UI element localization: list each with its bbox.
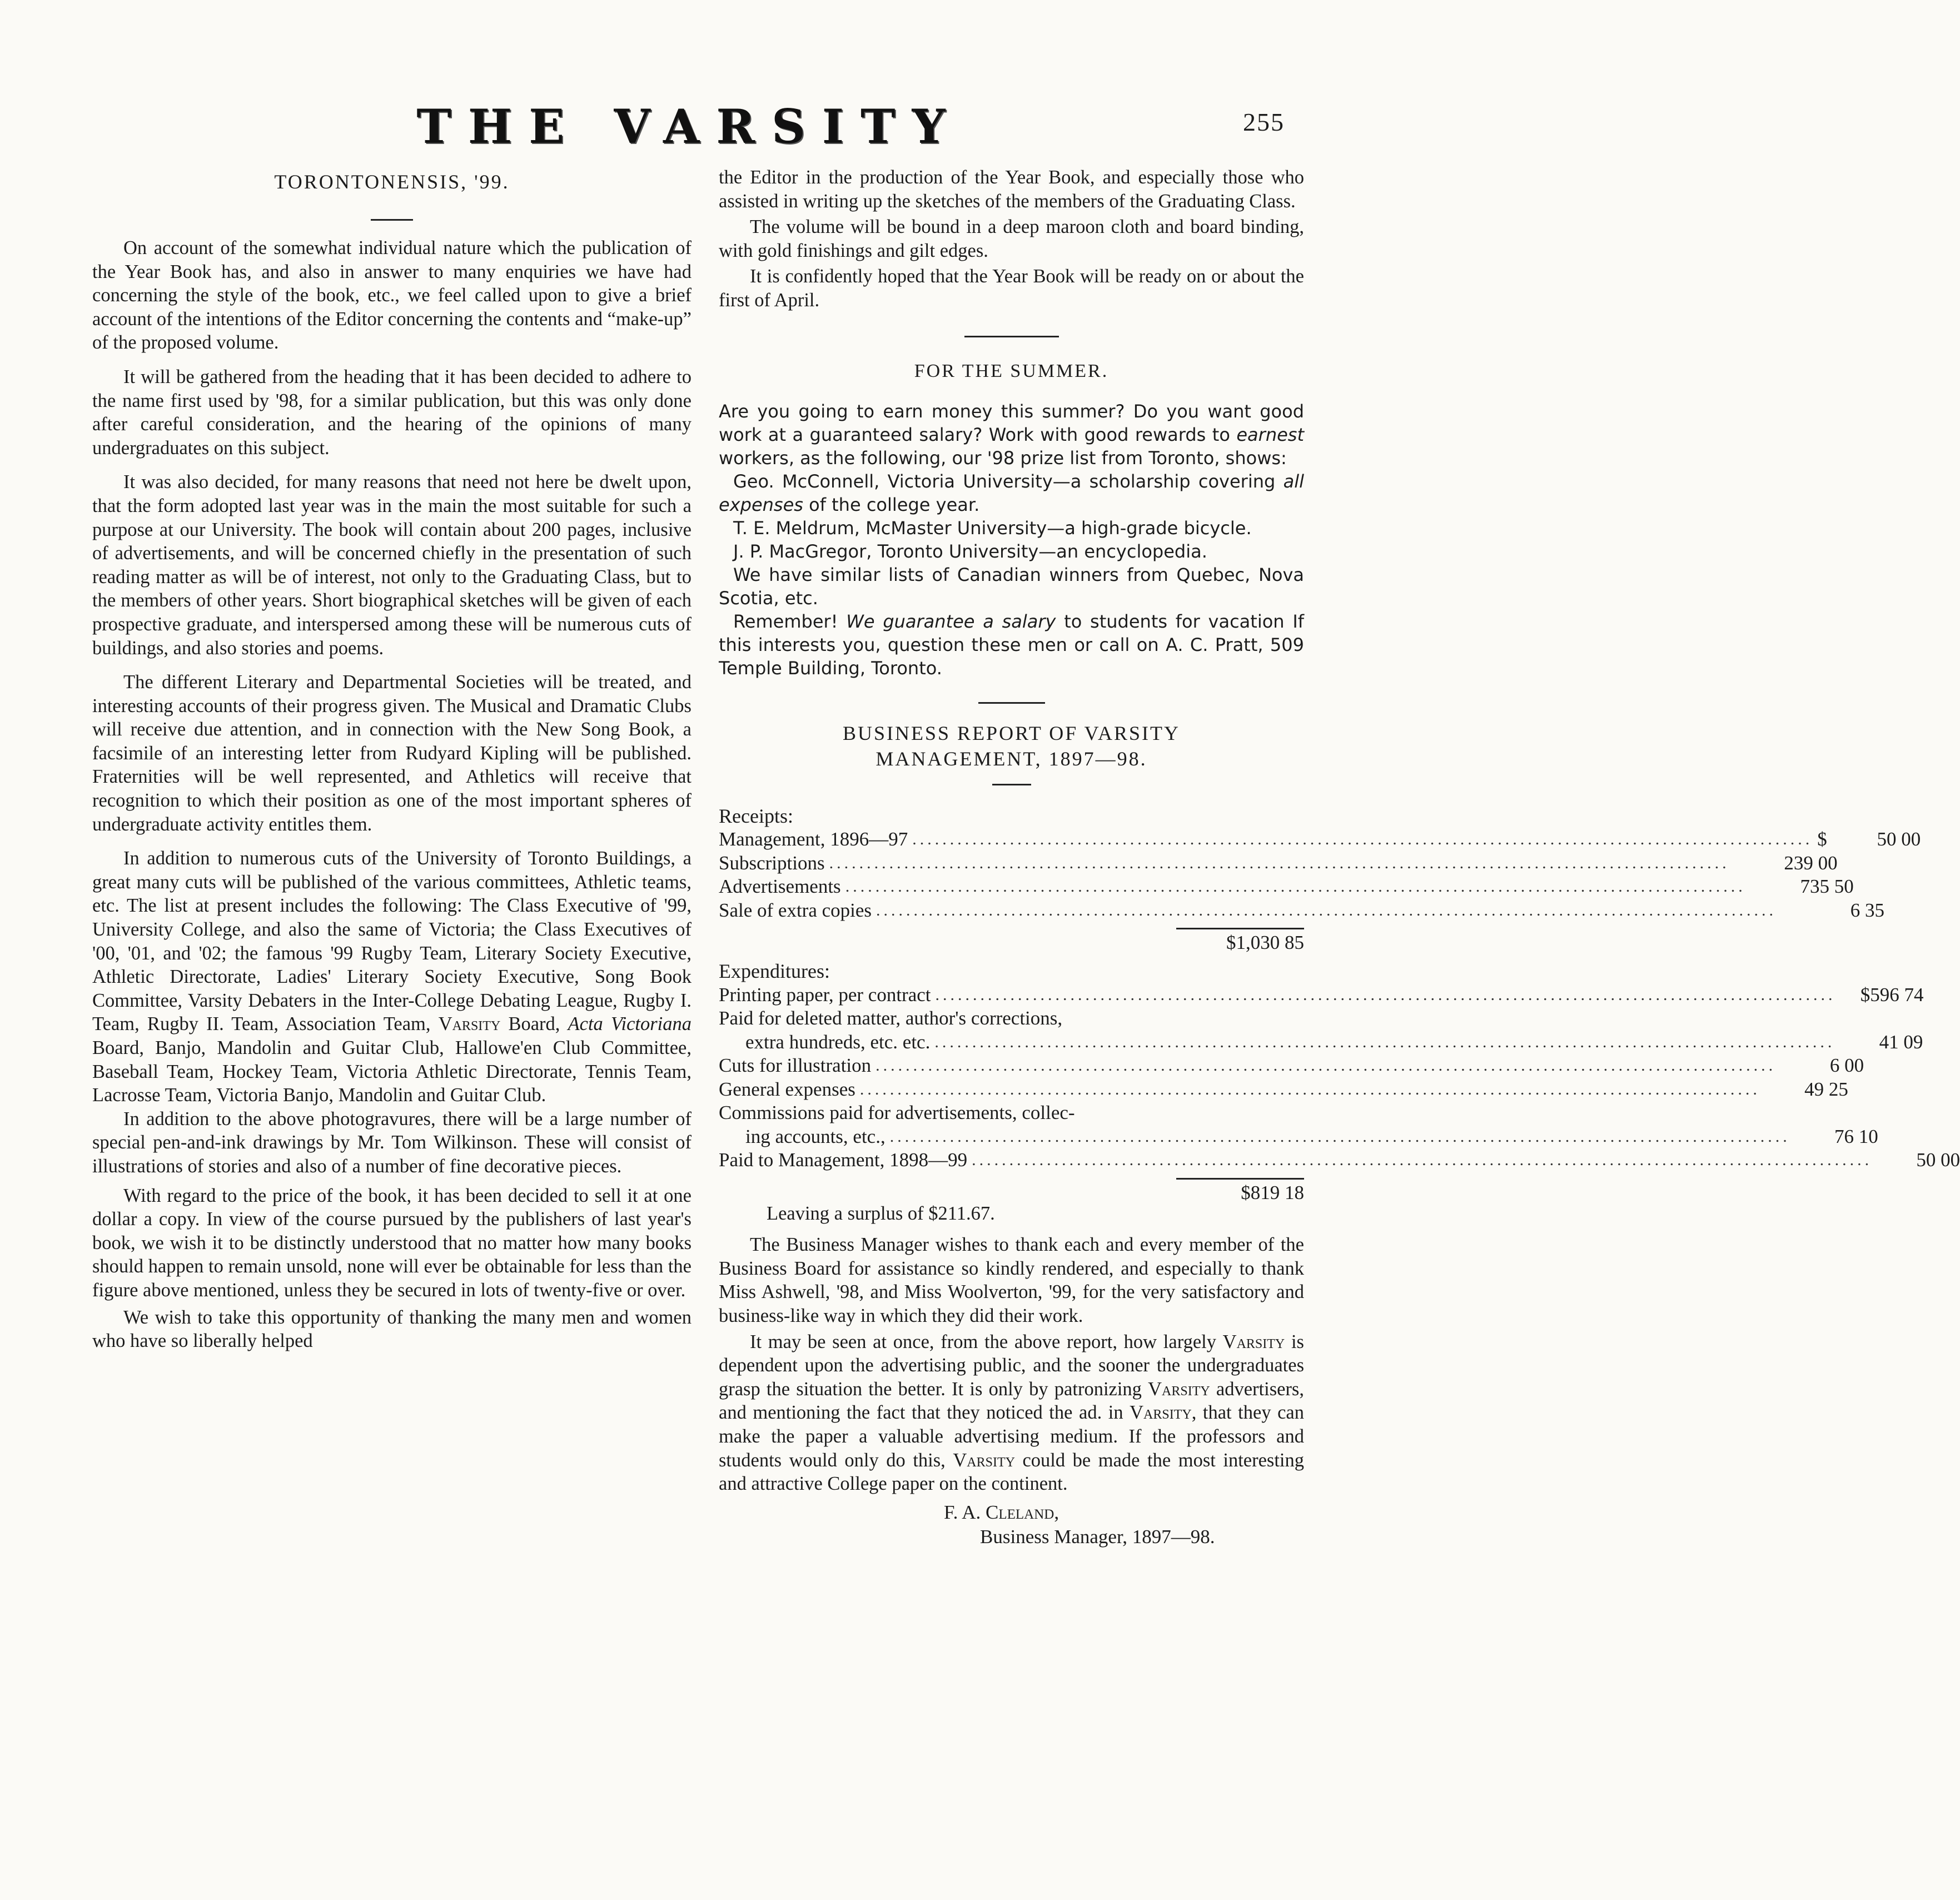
heading-rule bbox=[992, 784, 1031, 785]
similar-lists: We have similar lists of Canadian winners from Quebec, Nova Scotia, etc. bbox=[719, 564, 1304, 609]
ledger-row bbox=[719, 875, 1854, 899]
text-span: It may be seen at once, from the above report, how largely bbox=[750, 1331, 1223, 1352]
ledger-amount: 6 00 bbox=[1829, 1055, 1864, 1077]
text-span: workers, as the following, our '98 prize list from Toronto, shows: bbox=[719, 447, 1287, 469]
receipts-label: Receipts: bbox=[719, 804, 793, 827]
advertising-paragraph bbox=[719, 1330, 1304, 1496]
paragraph: In addition to the above photogravures, there will be a large number of special pen-and-ink drawings by Mr. Tom Wilkinson. These will consist of illustrations of stories and also of a number of fine decorative pieces. bbox=[92, 1108, 692, 1177]
leader-dots: ........................................................................................................................ bbox=[876, 901, 1777, 919]
ledger-label: Management, 1896—97 bbox=[719, 828, 908, 850]
continuation-paragraph: the Editor in the production of the Year Book, and especially those who assisted in writing up the sketches of the members of the Graduating Class. bbox=[719, 167, 1304, 212]
torontonensis-heading: TORONTONENSIS, '99. bbox=[274, 171, 510, 193]
ledger-label: Paid to Management, 1898—99 bbox=[719, 1149, 968, 1171]
leader-dots: ........................................................................................................................ bbox=[934, 1032, 1835, 1051]
ledger-label: Commissions paid for advertisements, collec- bbox=[719, 1102, 1075, 1124]
leader-dots: ........................................................................................................................ bbox=[935, 985, 1836, 1004]
masthead bbox=[0, 99, 1447, 160]
winner-item: J. P. MacGregor, Toronto University—an encyclopedia. bbox=[733, 540, 1207, 562]
leader-dots: ........................................................................................................................ bbox=[829, 853, 1730, 872]
surplus-line: Leaving a surplus of $211.67. bbox=[767, 1202, 995, 1224]
ledger-label: Sale of extra copies bbox=[719, 899, 872, 921]
text-span: In addition to numerous cuts of the University of Toronto Buildings, a great many cuts will be published of the various committees, Athletic teams, etc. The list at present includes the following: The Class Executive of '99, University College, and also the same of Victoria; the Class Executives of '00, '01, and '02; the famous '99 Rugby Team, Literary Society Executive, Athletic Directorate, Ladies' Literary Society Executive, Song Book Committee, Varsity Debaters in the Inter-College Debating League, Rugby I. Team, Rugby II. Team, Association Team, bbox=[92, 848, 692, 1035]
signature-name: F. A. Cleland, bbox=[944, 1501, 1059, 1523]
ledger-row bbox=[719, 1031, 1923, 1055]
receipts-total: $1,030 85 bbox=[1226, 932, 1304, 954]
thanks-paragraph: The Business Manager wishes to thank each and every member of the Business Board for assistance so kindly rendered, and especially to thank Miss Ashwell, '98, and Miss Woolverton, '99, for the very satisfactory and business-like way in which they did their work. bbox=[719, 1234, 1304, 1326]
ledger-row bbox=[719, 1101, 1304, 1125]
acta-victoriana-name: Acta Victoriana bbox=[568, 1013, 692, 1035]
text-span: , that they can make the paper a valuable advertising medium. If the professors and students would only do this, bbox=[719, 1402, 1304, 1471]
dollar-sign: $ bbox=[1817, 828, 1827, 850]
business-heading: BUSINESS REPORT OF VARSITY bbox=[843, 722, 1180, 744]
text-span: of the college year. bbox=[803, 494, 980, 515]
expenditures-list bbox=[719, 983, 1960, 1172]
paragraph: On account of the somewhat individual nature which the publication of the Year Book has, and also in answer to many enquiries we have had concerning the style of the book, etc., we feel called upon to give a brief account of the intentions of the Editor concerning the contents and “make-up” of the proposed volume. bbox=[92, 237, 692, 354]
ledger-row bbox=[719, 1007, 1304, 1031]
expenditures-label: Expenditures: bbox=[719, 960, 830, 983]
leader-dots: ........................................................................................................................ bbox=[912, 830, 1813, 849]
emphasis: all expenses bbox=[719, 470, 1304, 515]
emphasis: We guarantee a salary bbox=[846, 610, 1056, 632]
ledger-row bbox=[719, 1078, 1848, 1102]
text-span: Board, bbox=[500, 1013, 568, 1035]
heading-rule bbox=[371, 219, 413, 221]
ledger-row bbox=[719, 828, 1921, 852]
leader-dots: ........................................................................................................................ bbox=[845, 877, 1746, 896]
emphasis: earnest bbox=[1236, 424, 1304, 445]
ledger-row bbox=[719, 899, 1885, 923]
ledger-label: Advertisements bbox=[719, 876, 841, 898]
remember-note bbox=[719, 610, 1304, 680]
right-column bbox=[719, 166, 1960, 1549]
ledger-label: extra hundreds, etc. etc. bbox=[745, 1031, 931, 1053]
summer-heading: FOR THE SUMMER. bbox=[914, 360, 1109, 381]
signature-title: Business Manager, 1897—98. bbox=[980, 1525, 1215, 1548]
ledger-amount: 239 00 bbox=[1784, 852, 1838, 874]
text-span: is dependent upon the advertising public, and the sooner the undergraduates grasp the situation the better. It is only by patronizing bbox=[719, 1331, 1304, 1400]
business-heading-line2: MANAGEMENT, 1897—98. bbox=[875, 747, 1147, 770]
left-column bbox=[92, 166, 692, 1353]
ledger-row bbox=[719, 1054, 1864, 1078]
varsity-name: Varsity bbox=[438, 1013, 501, 1035]
varsity-name: Varsity bbox=[1130, 1402, 1192, 1424]
ledger-amount: 76 10 bbox=[1834, 1125, 1878, 1147]
ledger-label: Subscriptions bbox=[719, 852, 825, 874]
paragraph: We wish to take this opportunity of thanking the many men and women who have so liberally helped bbox=[92, 1306, 692, 1352]
expenditures-total: $819 18 bbox=[1241, 1181, 1304, 1203]
paragraph: The different Literary and Departmental Societies will be treated, and interesting accounts of their progress given. The Musical and Dramatic Clubs will receive due attention, and in connection with the New Song Book, a facsimile of an interesting letter from Rudyard Kipling will be published. Fraternities will be well represented, and Athletics will receive that recognition to which their position as one of the most important spheres of undergraduate activity entitles them. bbox=[92, 672, 692, 835]
section-rule bbox=[978, 702, 1045, 704]
ledger-amount: 50 00 bbox=[1877, 828, 1921, 850]
leader-dots: ........................................................................................................................ bbox=[859, 1080, 1760, 1098]
paragraph: The volume will be bound in a deep maroon cloth and board binding, with gold finishings and gilt edges. bbox=[719, 216, 1304, 261]
paragraph: It is confidently hoped that the Year Book will be ready on or about the first of April. bbox=[719, 266, 1304, 311]
ledger-amount: 6 35 bbox=[1850, 899, 1885, 921]
winner-item bbox=[719, 470, 1304, 516]
section-rule bbox=[964, 336, 1059, 337]
paragraph: It was also decided, for many reasons that need not here be dwelt upon, that the form adopted last year was in the main the most suitable for such a purpose at our University. The book will contain about 200 pages, inclusive of advertisements, and will be concerned chiefly in the presentation of such reading matter as will be of interest, not only to the Graduating Class, but to the members of other years. Short biographical sketches will be given of each prospective graduate, and interspersed among these will be numerous cuts of buildings, and also stories and poems. bbox=[92, 471, 692, 659]
text-span: Geo. McConnell, Victoria University—a scholarship covering bbox=[733, 470, 1284, 492]
ledger-label: Paid for deleted matter, author's corrections, bbox=[719, 1007, 1063, 1029]
varsity-name: Varsity bbox=[953, 1449, 1015, 1471]
masthead-title: THE VARSITY bbox=[416, 99, 962, 154]
ledger-amount: 735 50 bbox=[1800, 876, 1854, 898]
winner-item: T. E. Meldrum, McMaster University—a high-grade bicycle. bbox=[733, 517, 1252, 539]
text-span: Remember! bbox=[733, 610, 847, 632]
summer-intro bbox=[719, 400, 1304, 470]
paragraph: With regard to the price of the book, it has been decided to sell it at one dollar a copy. In view of the course pursued by the publishers of last year's book, we wish it to be distinctly understood that no matter how many books should happen to remain unsold, none will ever be obtainable for less than the figure above mentioned, unless they be secured in lots of twenty-five or over. bbox=[92, 1185, 692, 1301]
ledger-label: Cuts for illustration bbox=[719, 1055, 872, 1077]
leader-dots: ........................................................................................................................ bbox=[972, 1151, 1873, 1170]
varsity-name: Varsity bbox=[1222, 1331, 1285, 1352]
ledger-amount: 41 09 bbox=[1879, 1031, 1923, 1053]
ledger-row bbox=[719, 1148, 1960, 1172]
varsity-name: Varsity bbox=[1148, 1378, 1210, 1400]
page-number: 255 bbox=[1243, 108, 1285, 136]
leader-dots: ........................................................................................................................ bbox=[889, 1127, 1790, 1146]
ledger-label: Printing paper, per contract bbox=[719, 983, 931, 1006]
ledger-amount: $596 74 bbox=[1860, 983, 1924, 1006]
ledger-row bbox=[719, 852, 1838, 876]
summer-ad bbox=[719, 400, 1304, 680]
ledger-amount: 49 25 bbox=[1804, 1078, 1848, 1100]
text-span: advertisers, and mentioning the fact that they noticed the ad. in bbox=[719, 1378, 1304, 1424]
ledger-row bbox=[719, 1125, 1878, 1149]
ledger-label: ing accounts, etc., bbox=[745, 1125, 886, 1147]
paragraph: It will be gathered from the heading that it has been decided to adhere to the name first used by '98, for a similar publication, but this was only done after careful consideration, and the hearing of the opinions of many undergraduates on this subject. bbox=[92, 366, 692, 459]
text-span: Board, Banjo, Mandolin and Guitar Club, Hallowe'en Club Committee, Baseball Team, Hockey Team, Victoria Athletic Directorate, Tennis Team, Lacrosse Team, Victoria Banjo, Mandolin and Guitar Club. bbox=[92, 1037, 692, 1106]
cuts-paragraph bbox=[92, 847, 692, 1107]
business-report bbox=[719, 804, 1960, 1549]
ledger-label: General expenses bbox=[719, 1078, 855, 1100]
ledger-row bbox=[719, 983, 1924, 1007]
receipts-list bbox=[719, 828, 1921, 922]
text-span: Are you going to earn money this summer? Do you want good work at a guaranteed salary? Work with good rewards to bbox=[719, 400, 1304, 445]
text-span: could be made the most interesting and attractive College paper on the continent. bbox=[719, 1449, 1304, 1495]
leader-dots: ........................................................................................................................ bbox=[875, 1056, 1777, 1075]
ledger-amount: 50 00 bbox=[1916, 1149, 1960, 1171]
text-span: to students for vacation If this interests you, question these men or call on A. C. Pratt, 509 Temple Building, Toronto. bbox=[719, 610, 1305, 679]
